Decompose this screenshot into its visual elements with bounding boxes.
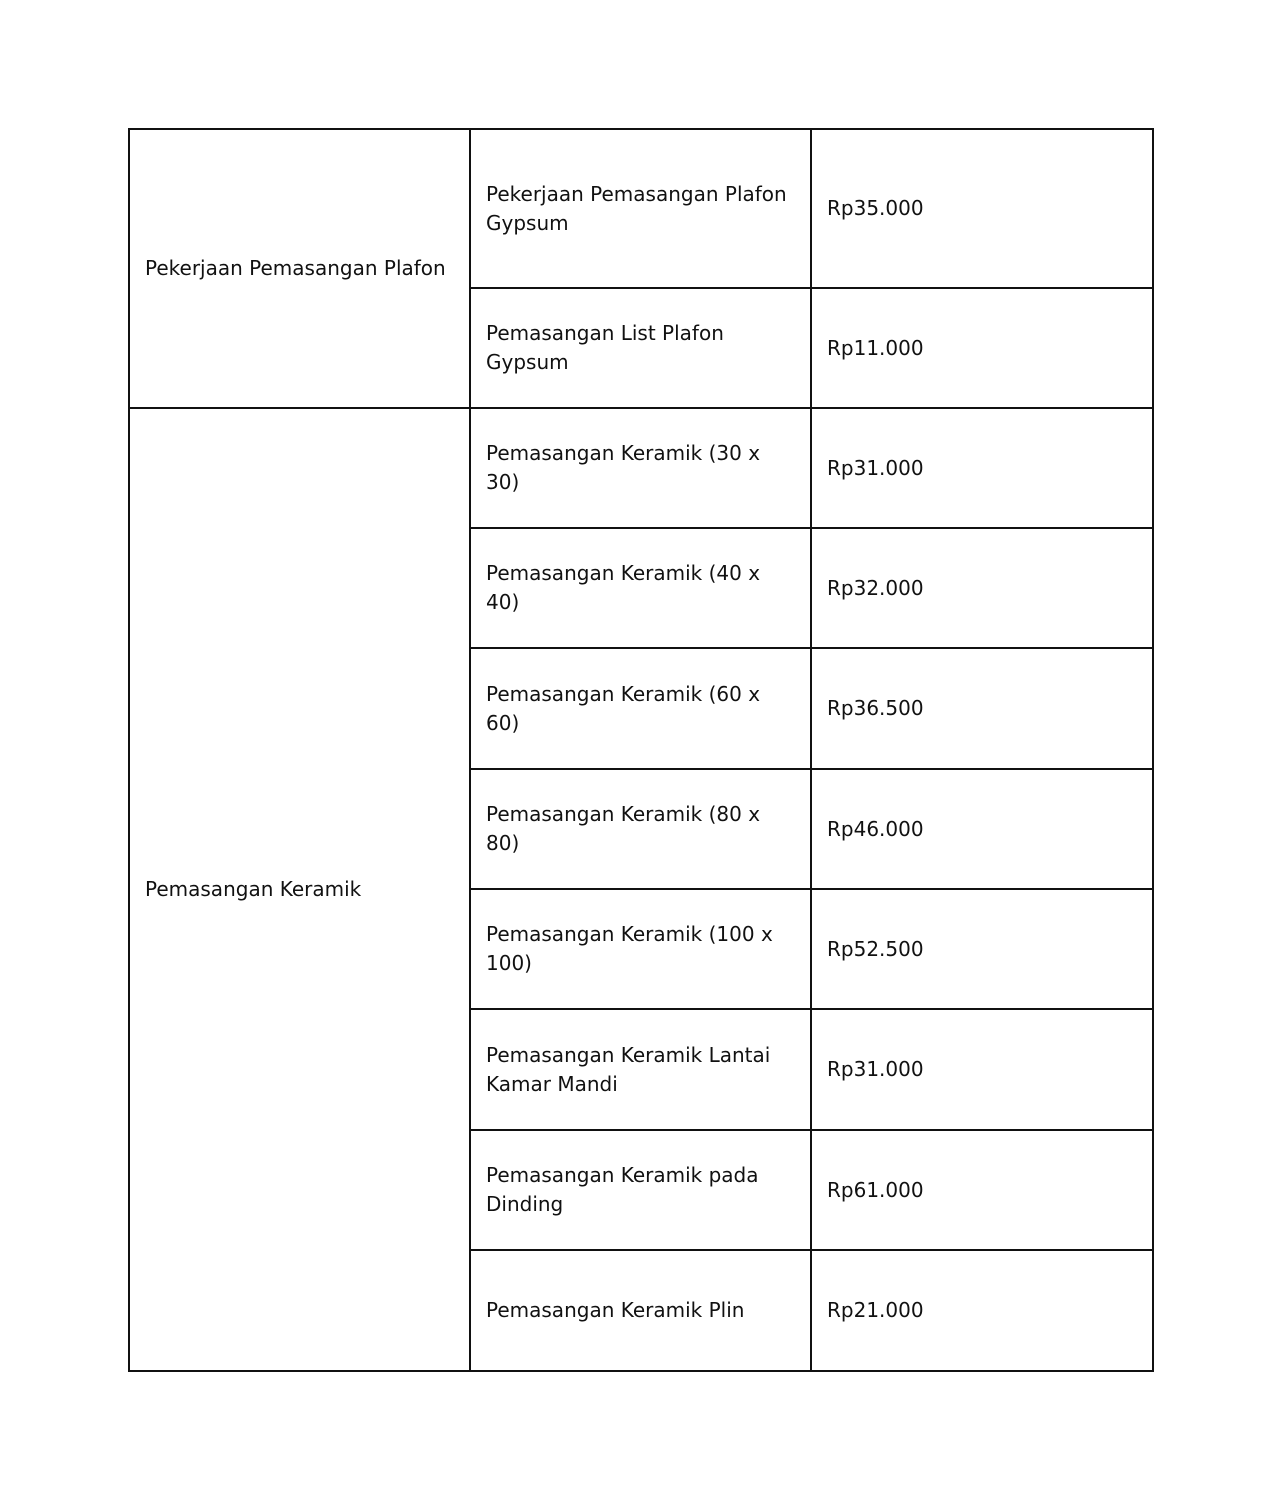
item-name: Pemasangan List Plafon Gypsum (486, 321, 724, 374)
item-price-cell (811, 889, 1153, 1009)
item-name-cell (470, 648, 811, 769)
category-cell (129, 408, 470, 1371)
item-name-cell (470, 1250, 811, 1371)
item-price-cell (811, 129, 1153, 288)
item-name: Pemasangan Keramik (40 x 40) (486, 561, 761, 614)
item-name: Pemasangan Keramik (60 x 60) (486, 681, 761, 735)
item-price: Rp31.000 (827, 455, 924, 480)
item-name-cell (470, 1130, 811, 1250)
item-name-cell (470, 1009, 811, 1130)
item-price-cell (811, 288, 1153, 408)
item-name: Pemasangan Keramik pada Dinding (486, 1163, 759, 1216)
item-name: Pemasangan Keramik Lantai Kamar Mandi (486, 1042, 771, 1096)
item-price-cell (811, 1009, 1153, 1130)
item-name: Pekerjaan Pemasangan Plafon Gypsum (486, 181, 787, 235)
item-name: Pemasangan Keramik (80 x 80) (486, 802, 761, 855)
table-row (129, 129, 1153, 288)
category-label: Pekerjaan Pemasangan Plafon (145, 256, 446, 280)
price-table-body (129, 129, 1153, 1371)
item-name: Pemasangan Keramik (100 x 100) (486, 922, 773, 975)
item-price-cell (811, 648, 1153, 769)
item-name-cell (470, 889, 811, 1009)
item-price: Rp32.000 (827, 575, 924, 600)
item-price: Rp61.000 (827, 1177, 924, 1202)
item-price: Rp46.000 (827, 816, 924, 841)
item-price: Rp21.000 (827, 1298, 924, 1322)
item-name-cell (470, 769, 811, 889)
item-price: Rp31.000 (827, 1057, 924, 1081)
item-price: Rp52.500 (827, 936, 924, 961)
item-name: Pemasangan Keramik (30 x 30) (486, 441, 761, 494)
item-price-cell (811, 769, 1153, 889)
item-price: Rp11.000 (827, 335, 924, 360)
item-name: Pemasangan Keramik Plin (486, 1298, 745, 1322)
category-cell (129, 129, 470, 408)
price-table (128, 128, 1154, 1372)
item-price-cell (811, 408, 1153, 528)
item-name-cell (470, 288, 811, 408)
item-price-cell (811, 528, 1153, 648)
item-price: Rp35.000 (827, 196, 924, 220)
item-price-cell (811, 1130, 1153, 1250)
item-price-cell (811, 1250, 1153, 1371)
item-price: Rp36.500 (827, 696, 924, 720)
item-name-cell (470, 528, 811, 648)
table-row (129, 408, 1153, 528)
item-name-cell (470, 129, 811, 288)
category-label: Pemasangan Keramik (145, 877, 362, 901)
item-name-cell (470, 408, 811, 528)
